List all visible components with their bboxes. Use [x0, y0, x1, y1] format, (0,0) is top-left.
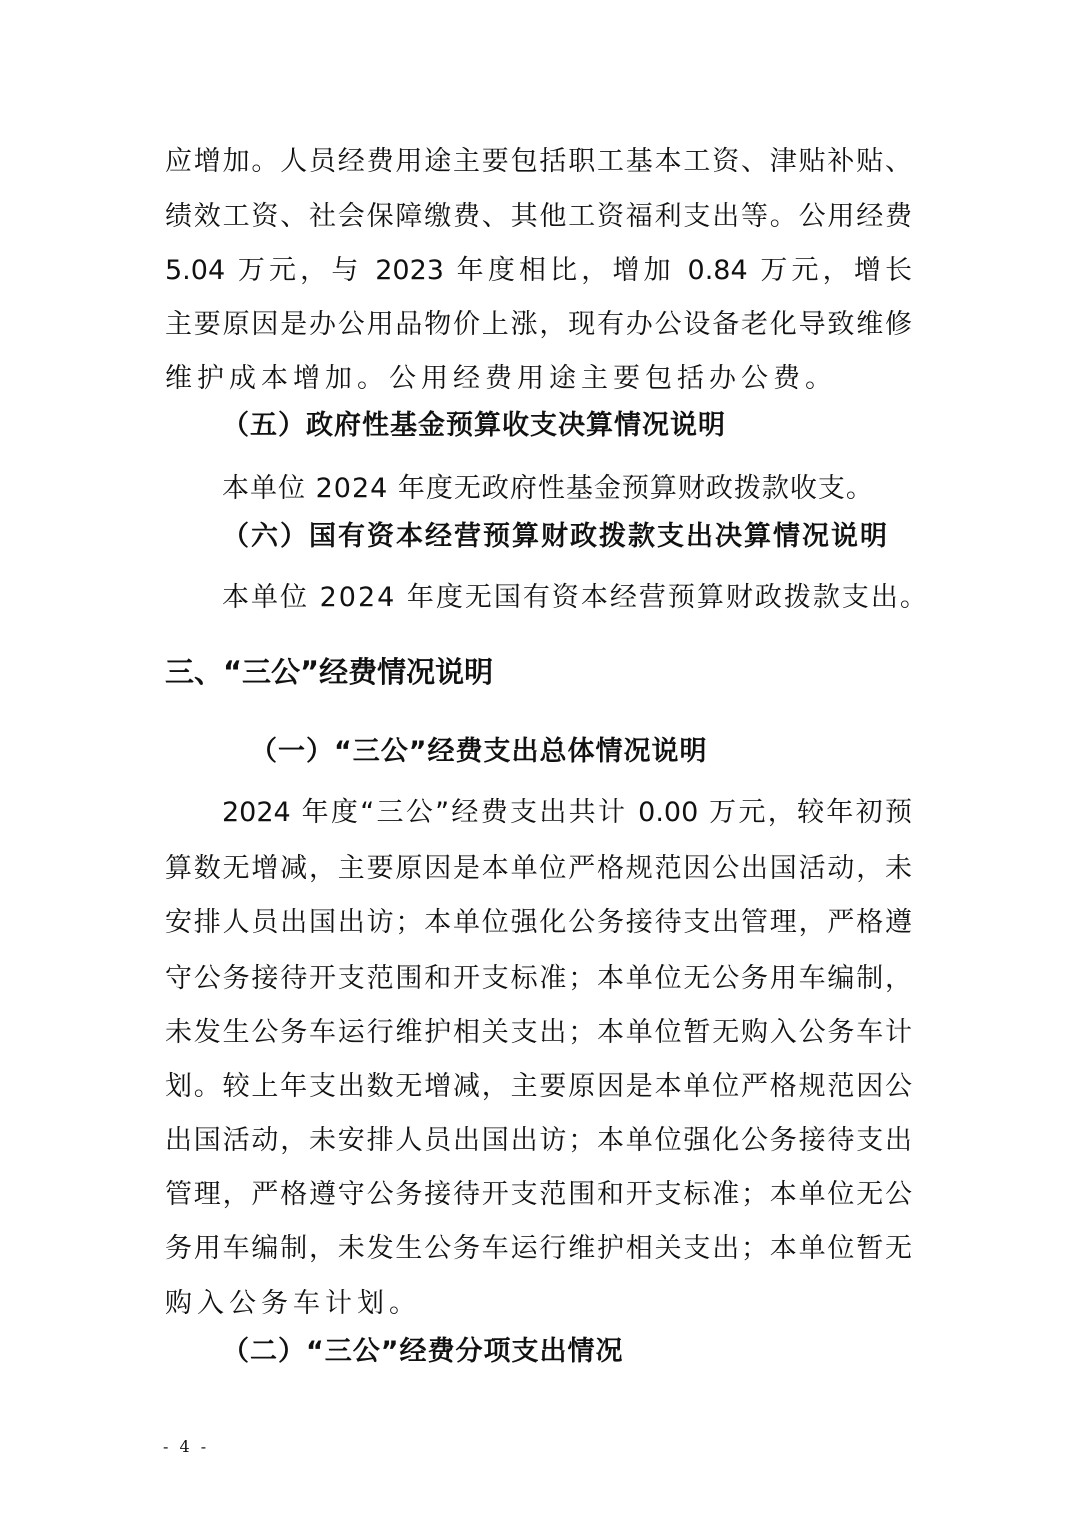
- body-line: 未发生公务车运行维护相关支出；本单位暂无购入公务车计: [165, 1017, 912, 1048]
- body-line: 务用车编制，未发生公务车运行维护相关支出；本单位暂无: [165, 1233, 912, 1264]
- body-line: 维护成本增加。公用经费用途主要包括办公费。: [165, 363, 837, 394]
- body-line: 出国活动，未安排人员出国出访；本单位强化公务接待支出: [165, 1125, 912, 1156]
- body-line: 2024 年度“三公”经费支出共计 0.00 万元，较年初预: [222, 797, 912, 828]
- section-heading-3: 三、“三公”经费情况说明: [165, 655, 494, 689]
- body-line: 5.04 万元，与 2023 年度相比，增加 0.84 万元，增长: [165, 255, 912, 286]
- body-line: 应增加。人员经费用途主要包括职工基本工资、津贴补贴、: [165, 146, 912, 177]
- paragraph-6: 本单位 2024 年度无国有资本经营预算财政拨款支出。: [222, 582, 929, 613]
- body-line: 安排人员出国出访；本单位强化公务接待支出管理，严格遵: [165, 907, 912, 938]
- body-line: 管理，严格遵守公务接待开支范围和开支标准；本单位无公: [165, 1179, 912, 1210]
- subheading-3-2: （二）“三公”经费分项支出情况: [222, 1336, 624, 1367]
- subheading-6: （六）国有资本经营预算财政拨款支出决算情况说明: [222, 521, 889, 552]
- body-line: 守公务接待开支范围和开支标准；本单位无公务用车编制，: [165, 963, 912, 994]
- body-line: 购入公务车计划。: [165, 1288, 421, 1319]
- body-line: 主要原因是办公用品物价上涨，现有办公设备老化导致维修: [165, 309, 912, 340]
- body-line: 划。较上年支出数无增减，主要原因是本单位严格规范因公: [165, 1071, 912, 1102]
- subheading-5: （五）政府性基金预算收支决算情况说明: [222, 410, 726, 441]
- page-number: - 4 -: [163, 1437, 210, 1456]
- body-line: 算数无增减，主要原因是本单位严格规范因公出国活动，未: [165, 853, 912, 884]
- subheading-3-1: （一）“三公”经费支出总体情况说明: [250, 736, 708, 767]
- body-line: 绩效工资、社会保障缴费、其他工资福利支出等。公用经费: [165, 201, 912, 232]
- paragraph-5: 本单位 2024 年度无政府性基金预算财政拨款收支。: [222, 473, 874, 504]
